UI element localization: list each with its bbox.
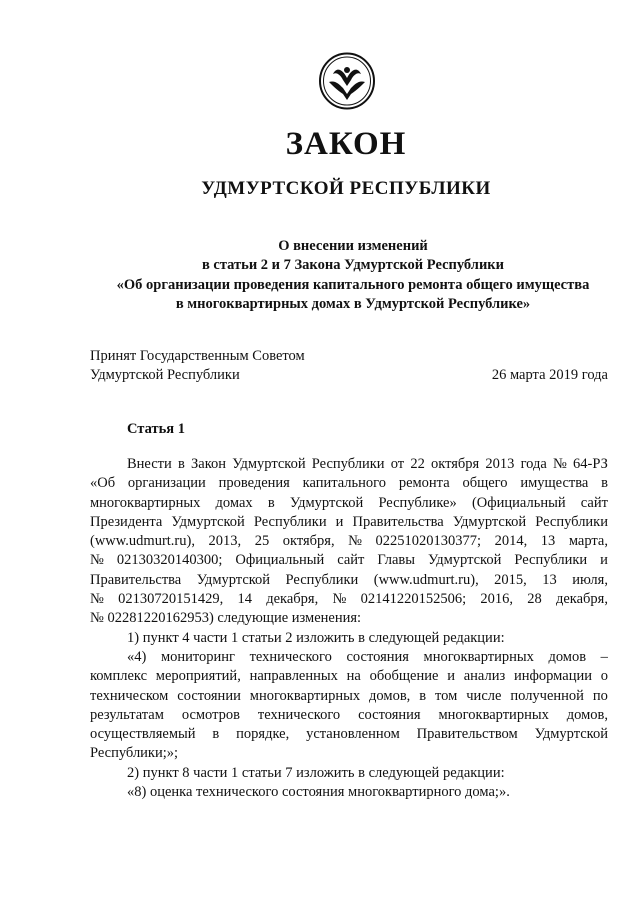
word: «Об: [90, 475, 116, 492]
word: домов,: [566, 706, 608, 723]
paragraph-line: [90, 571, 608, 590]
word: 28: [527, 591, 542, 608]
word: полученной: [510, 687, 584, 704]
word: №: [90, 591, 104, 608]
paragraph-line: [90, 455, 608, 474]
paragraph-line: 2) пункт 8 части 1 статьи 7 изложить в следующей редакции:: [127, 764, 505, 781]
word: сайт: [337, 552, 365, 569]
word: общего: [462, 475, 508, 492]
paragraph-line: [90, 706, 608, 725]
word: Президента: [90, 513, 163, 530]
word: Республики: [535, 513, 608, 530]
word: домов: [548, 648, 587, 665]
word: Правительства: [90, 571, 182, 588]
word: 2013: [485, 456, 515, 472]
word: Внести: [127, 456, 172, 472]
word: (Официальный: [471, 494, 566, 511]
word: Правительством: [416, 726, 518, 743]
word: 02130720151429,: [118, 591, 224, 608]
word: обобщение: [369, 668, 439, 685]
word: 02141220152506;: [360, 591, 467, 608]
paragraph-line: Республики;»;: [90, 745, 179, 762]
word: домов,: [369, 687, 411, 704]
word: организации: [127, 475, 206, 492]
adoption-line: Удмуртской Республики: [90, 367, 240, 384]
word: и: [600, 552, 608, 569]
word: числе: [466, 687, 502, 704]
word: капитального: [302, 475, 387, 492]
word: многоквартирных: [423, 648, 534, 665]
word: на: [346, 668, 361, 685]
word: комплекс: [90, 668, 148, 685]
word: направленных: [249, 668, 338, 685]
word: октября: [431, 456, 480, 472]
word: 13: [542, 571, 557, 588]
word: декабря,: [266, 591, 319, 608]
word: марта,: [568, 533, 608, 550]
word: состояния: [346, 648, 409, 665]
word: многоквартирных: [249, 687, 361, 704]
word: порядке,: [236, 726, 290, 743]
article-heading: Статья 1: [127, 421, 185, 437]
paragraph-line: [90, 590, 608, 609]
word: состоянии: [177, 687, 241, 704]
word: Удмуртской: [452, 513, 527, 530]
word: мероприятий,: [155, 668, 241, 685]
word: 2013,: [208, 533, 242, 550]
word: 13: [540, 533, 556, 550]
word: технического: [257, 706, 341, 723]
word: октября,: [282, 533, 335, 550]
paragraph-line: [90, 648, 608, 667]
word: 2016,: [480, 591, 513, 608]
word: по: [592, 687, 608, 704]
word: от: [390, 456, 405, 472]
word: сайт: [580, 494, 608, 511]
law-name-line: в статьи 2 и 7 Закона Удмуртской Республики: [201, 257, 505, 274]
paragraph-line: [90, 494, 608, 513]
word: Республике»: [378, 494, 457, 511]
word: о: [600, 668, 608, 685]
word: Правительства: [352, 513, 444, 530]
word: №: [90, 552, 104, 569]
word: 02130320140300;: [116, 552, 223, 569]
word: №: [553, 456, 567, 472]
paragraph-line: [90, 725, 608, 744]
paragraph-line: [90, 532, 608, 551]
word: 2015,: [494, 571, 527, 588]
word: многоквартирных: [438, 706, 549, 723]
word: (www.udmurt.ru),: [373, 571, 479, 588]
word: осмотров: [181, 706, 240, 723]
word: в: [601, 475, 608, 492]
word: Республики: [311, 456, 385, 472]
word: мониторинг: [160, 648, 235, 665]
word: технического: [249, 648, 332, 665]
law-name-line: О внесении изменений: [278, 238, 428, 254]
paragraph-line: [90, 474, 608, 493]
word: проведения: [218, 475, 290, 492]
word: и: [447, 668, 455, 685]
word: 02251020130377;: [375, 533, 482, 550]
word: многоквартирных: [90, 494, 201, 511]
paragraph-line: [90, 667, 608, 686]
article-body: [90, 455, 608, 802]
word: домах: [215, 494, 253, 511]
word: 2014,: [494, 533, 528, 550]
word: в: [177, 456, 185, 472]
law-name-line: в многоквартирных домах в Удмуртской Республике»: [175, 295, 531, 312]
word: №: [348, 533, 362, 550]
word: Республики: [253, 513, 327, 530]
word: ремонта: [398, 475, 450, 492]
word: Республики: [514, 552, 588, 569]
word: анализ: [463, 668, 506, 685]
paragraph-line: [90, 513, 608, 532]
word: –: [600, 648, 608, 665]
word: состояния: [358, 706, 421, 723]
word: Республики: [285, 571, 359, 588]
paragraph-line: 1) пункт 4 части 1 статьи 2 изложить в следующей редакции:: [127, 629, 505, 646]
word: осуществляемый: [90, 726, 196, 743]
word: «4): [127, 648, 147, 665]
word: техническом: [90, 687, 169, 704]
adoption-date: 26 марта 2019 года: [491, 367, 608, 383]
word: и: [335, 513, 344, 530]
word: года: [520, 456, 547, 472]
paragraph-line: «8) оценка технического состояния многоквартирного дома;».: [127, 784, 510, 801]
word: установленном: [306, 726, 400, 743]
adoption-block: [90, 347, 305, 386]
word: в: [419, 687, 427, 704]
word: в: [212, 726, 220, 743]
word: Удмуртской: [196, 571, 271, 588]
word: Удмуртской: [171, 513, 245, 530]
word: информации: [513, 668, 592, 685]
law-name-line: «Об организации проведения капитального ремонта общего имущества: [116, 276, 590, 293]
word: №: [332, 591, 347, 608]
adoption-line: Принят Государственным Советом: [90, 348, 305, 364]
word: Официальный: [235, 552, 325, 569]
word: имущества: [520, 475, 589, 492]
word: декабря,: [555, 591, 608, 608]
paragraph-line: № 02281220162953) следующие изменения:: [90, 610, 362, 627]
word: 14: [237, 591, 252, 608]
word: 22: [410, 456, 425, 472]
word: Удмуртской: [428, 552, 502, 569]
word: результатам: [90, 706, 164, 723]
document-subtitle: УДМУРТСКОЙ РЕСПУБЛИКИ: [201, 178, 491, 199]
word: 25: [254, 533, 270, 550]
word: том: [435, 687, 458, 704]
document-title: ЗАКОН: [285, 126, 407, 162]
word: Удмуртской: [534, 726, 608, 743]
word: июля,: [572, 571, 608, 588]
word: в: [267, 494, 275, 511]
udmurt-coat-of-arms-icon: [317, 52, 377, 110]
word: Главы: [377, 552, 415, 569]
word: (www.udmurt.ru),: [90, 533, 195, 550]
word: Удмуртской: [232, 456, 306, 472]
paragraph-line: [90, 687, 608, 706]
word: 64-РЗ: [573, 456, 608, 472]
word: Закон: [191, 456, 227, 472]
word: Удмуртской: [289, 494, 364, 511]
law-name: [90, 237, 616, 314]
paragraph-line: [90, 551, 608, 570]
